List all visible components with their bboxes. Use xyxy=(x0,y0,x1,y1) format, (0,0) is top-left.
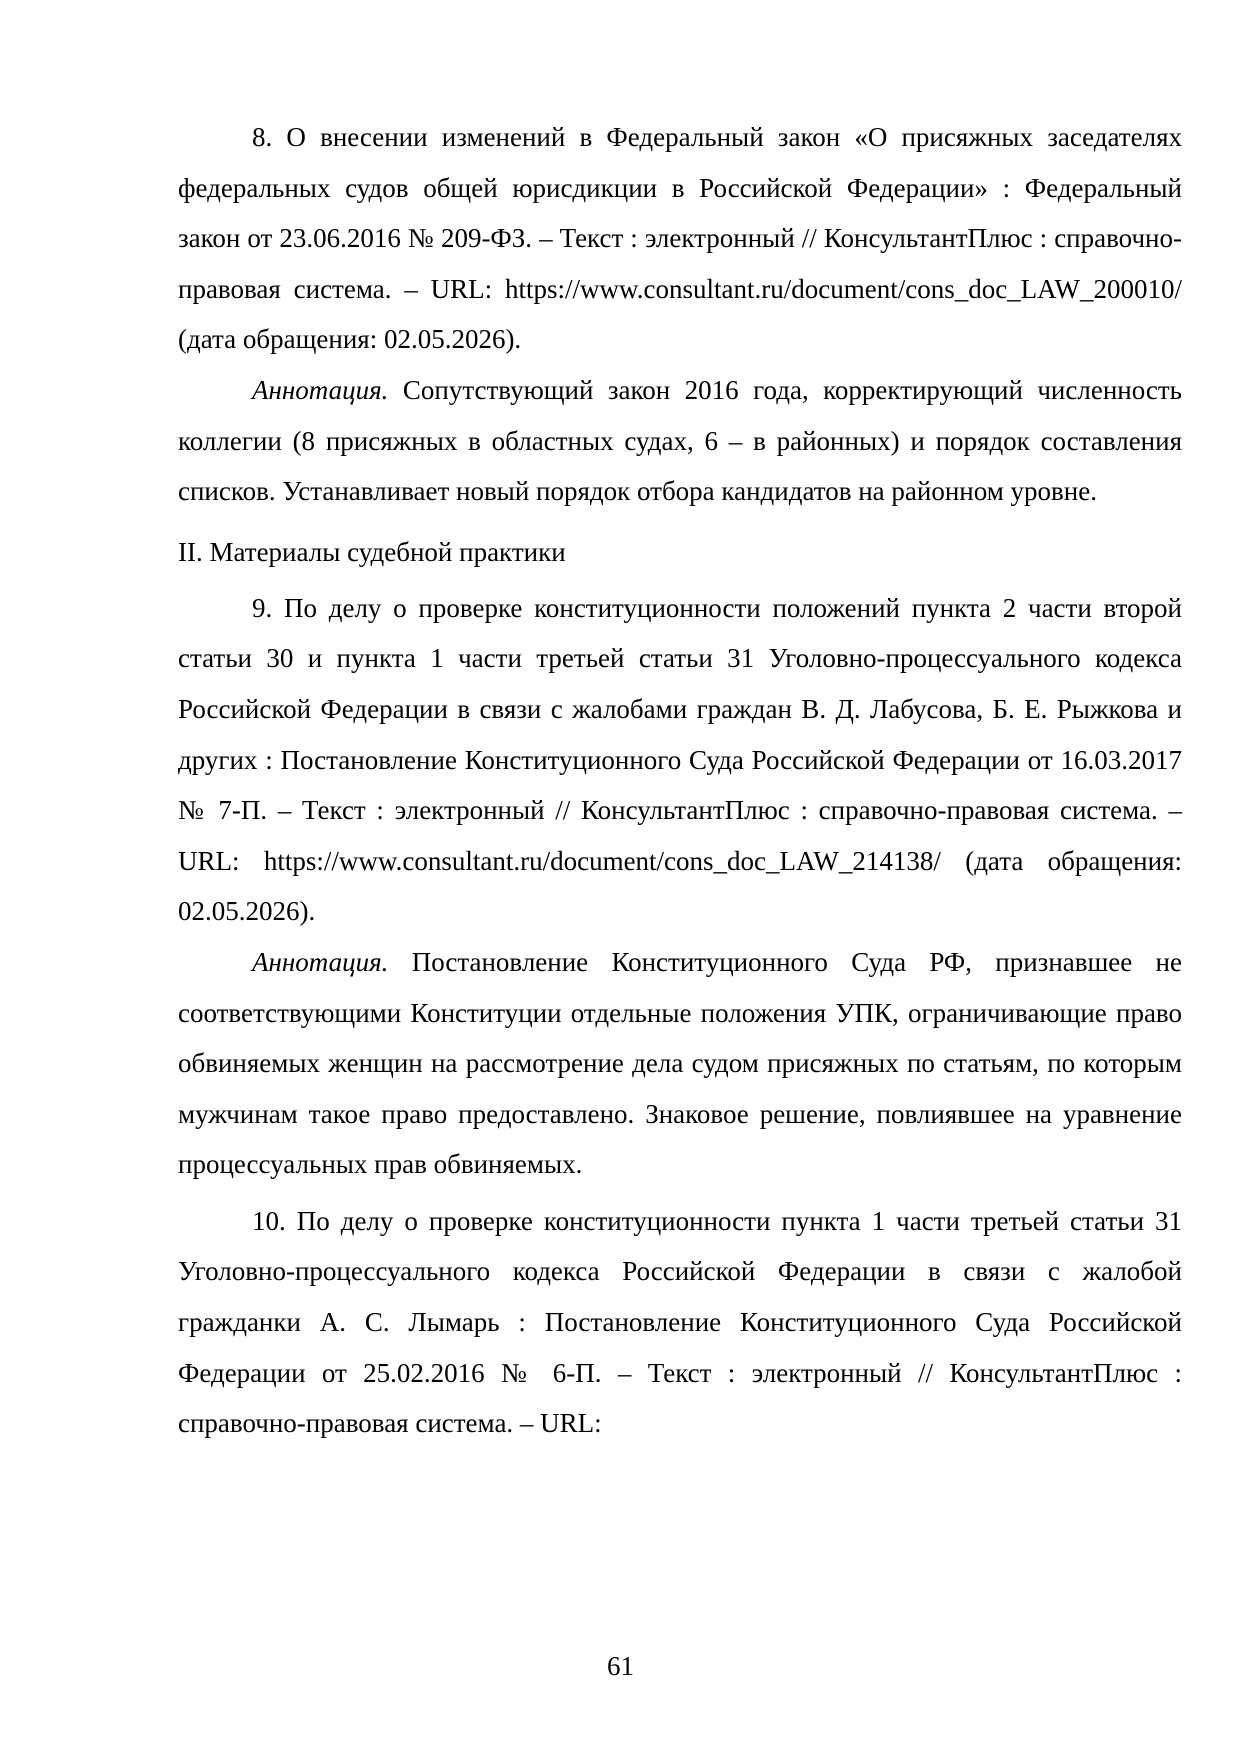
annotation-text: Сопутствующий закон 2016 года, корректирующий численность коллегии (8 присяжных в областных судах, 6 – в районных) и порядок составления списков. Устанавливает новый порядок отбора кандидатов на районном уровне. xyxy=(178,374,1182,507)
page-number: 61 xyxy=(607,1651,634,1681)
section-heading: II. Материалы судебной практики xyxy=(178,536,566,567)
annotation-8 xyxy=(178,365,1182,517)
annotation-label: Аннотация. xyxy=(252,946,389,977)
annotation-label: Аннотация. xyxy=(252,374,389,405)
annotation-9 xyxy=(178,937,1182,1190)
page-body xyxy=(178,112,1182,1449)
reference-entry-9: 9. По делу о проверке конституционности положений пункта 2 части второй статьи 30 и пункта 1 части третьей статьи 31 Уголовно-процессуального кодекса Российской Федерации в связи с жалобами граждан В. Д. Лабусова, Б. Е. Рыжкова и других : Постановление Конституционного Суда Российской Федерации от 16.03.2017 № 7-П. – Текст : электронный // КонсультантПлюс : справочно-правовая система. – URL: https://www.consultant.ru/document/cons_doc_LAW_214138/ (дата обращения: 02.05.2026). xyxy=(178,592,1182,927)
reference-entry-10: 10. По делу о проверке конституционности пункта 1 части третьей статьи 31 Уголовно-процессуального кодекса Российской Федерации в связи с жалобой гражданки А. С. Лымарь : Постановление Конституционного Суда Российской Федерации от 25.02.2016 № 6-П. – Текст : электронный // КонсультантПлюс : справочно-правовая система. – URL: xyxy=(178,1205,1182,1439)
reference-entry-8: 8. О внесении изменений в Федеральный закон «О присяжных заседателях федеральных судов общей юрисдикции в Российской Федерации» : Федеральный закон от 23.06.2016 № 209-ФЗ. – Текст : электронный // КонсультантПлюс : справочно-правовая система. – URL: https://www.consultant.ru/document/cons_doc_LAW_200010/ (дата обращения: 02.05.2026). xyxy=(178,122,1182,355)
annotation-text: Постановление Конституционного Суда РФ, признавшее не соответствующими Конституции отдельные положения УПК, ограничивающие право обвиняемых женщин на рассмотрение дела судом присяжных по статьям, по которым мужчинам такое право предоставлено. Знаковое решение, повлиявшее на уравнение процессуальных прав обвиняемых. xyxy=(178,946,1182,1180)
